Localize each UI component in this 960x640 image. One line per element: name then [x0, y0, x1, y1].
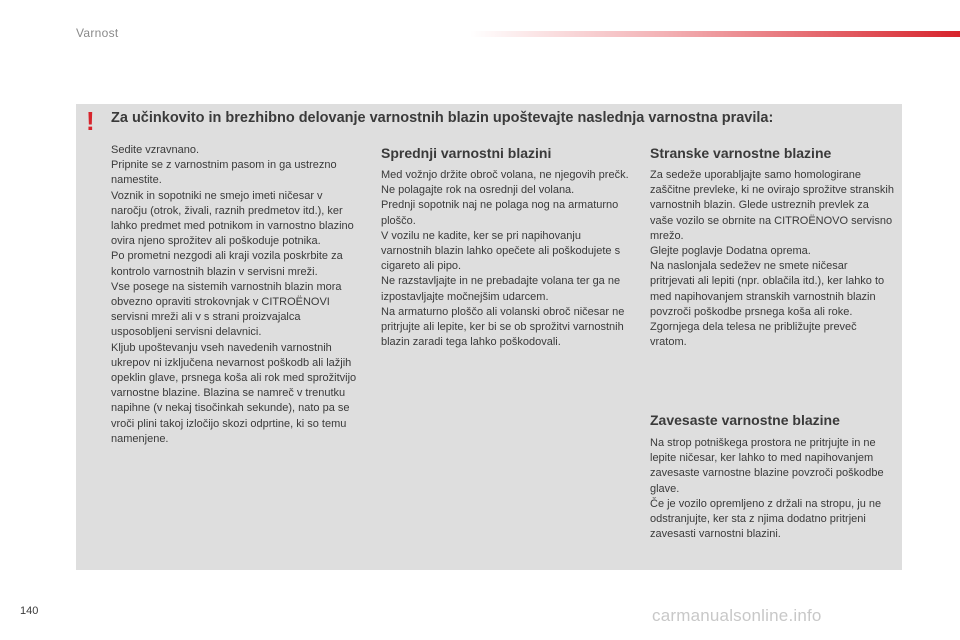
- paragraph: Po prometni nezgodi ali kraji vozila poskrbite za kontrolo varnostnih blazin v servisni mreži.: [111, 250, 343, 278]
- watermark: carmanualsonline.info: [652, 606, 822, 625]
- paragraph: Sedite vzravnano.: [111, 144, 200, 156]
- paragraph: Na strop potniškega prostora ne pritrjujte in ne lepite ničesar, ker lahko to med napihovanjem zavesaste varnostne blazine povzroči poškodbe glave.: [650, 437, 884, 495]
- general-rules-column: [111, 143, 361, 447]
- curtain-airbags-column: [650, 436, 895, 542]
- front-airbags-heading: Sprednji varnostni blazini: [381, 145, 552, 161]
- paragraph: Če je vozilo opremljeno z držali na stropu, ju ne odstranjujte, ker sta z njima dodatno pritrjeni zavesasti varnostni blazini.: [650, 497, 882, 541]
- section-title: Varnost: [76, 26, 119, 40]
- curtain-airbags-heading: Zavesaste varnostne blazine: [650, 412, 840, 428]
- paragraph: V vozilu ne kadite, ker se pri napihovanju varnostnih blazin lahko opečete ali poškodujete s cigareto ali pipo.: [381, 229, 621, 273]
- side-airbags-column: [650, 168, 895, 350]
- side-airbags-heading: Stranske varnostne blazine: [650, 145, 832, 161]
- paragraph: Kljub upoštevanju vseh navedenih varnostnih ukrepov ni izključena nevarnost poškodb ali lažjih opeklin glave, prsnega koša ali rok med sprožitvijo varnostne blazine. Blazina se namreč v trenutku napihne (v nekaj tisočinkah sekunde), nato pa se vroči plini takoj izločijo skozi odprtine, ki so temu namenjene.: [111, 341, 357, 445]
- paragraph: Za sedeže uporabljajte samo homologirane zaščitne prevleke, ki ne ovirajo sprožitve stranskih varnostnih blazin. Glede ustreznih prevlek za vaše vozilo se obrnite na CITROËNOVO servisno mrežo.: [650, 169, 894, 242]
- front-airbags-column: [381, 168, 633, 350]
- warning-title: Za učinkovito in brezhibno delovanje varnostnih blazin upoštevajte naslednja varnostna pravila:: [111, 110, 774, 126]
- paragraph: Na armaturno ploščo ali volanski obroč ničesar ne pritrjujte ali lepite, ker bi se ob sprožitvi varnostnih blazin zaradi tega lahko poškodovali.: [381, 305, 625, 349]
- paragraph: Na naslonjala sedežev ne smete ničesar pritrjevati ali lepiti (npr. oblačila itd.), ker lahko to med napihovanjem stranskih varnostnih blazin povzroči poškodbe prsnega koša ali roke.: [650, 260, 885, 318]
- warning-icon: !: [86, 106, 95, 136]
- paragraph: Vse posege na sistemih varnostnih blazin mora obvezno opraviti strokovnjak v CITROËNOVI servisni mreži ali v s strani proizvajalca usposobljeni servisni delavnici.: [111, 280, 342, 339]
- paragraph: Med vožnjo držite obroč volana, ne njegovih prečk. Ne polagajte rok na osrednji del volana.: [381, 169, 629, 197]
- paragraph: Pripnite se z varnostnim pasom in ga ustrezno namestite.: [111, 159, 337, 187]
- paragraph: Prednji sopotnik naj ne polaga nog na armaturno ploščo.: [381, 199, 619, 227]
- paragraph: Voznik in sopotniki ne smejo imeti ničesar v naročju (otrok, živali, raznih predmetov itd.), ker lahko predmet med potnikom in varnostno blazino ovira njeno sprožitev ali poškoduje potnika.: [111, 189, 354, 248]
- page-number: 140: [20, 605, 39, 617]
- paragraph: Ne razstavljajte in ne prebadajte volana ter ga ne izpostavljajte močnejšim udarcem.: [381, 275, 621, 303]
- paragraph: Glejte poglavje Dodatna oprema.: [650, 245, 811, 258]
- header-accent-bar: [470, 31, 960, 37]
- paragraph: Zgornjega dela telesa ne približujte preveč vratom.: [650, 321, 857, 349]
